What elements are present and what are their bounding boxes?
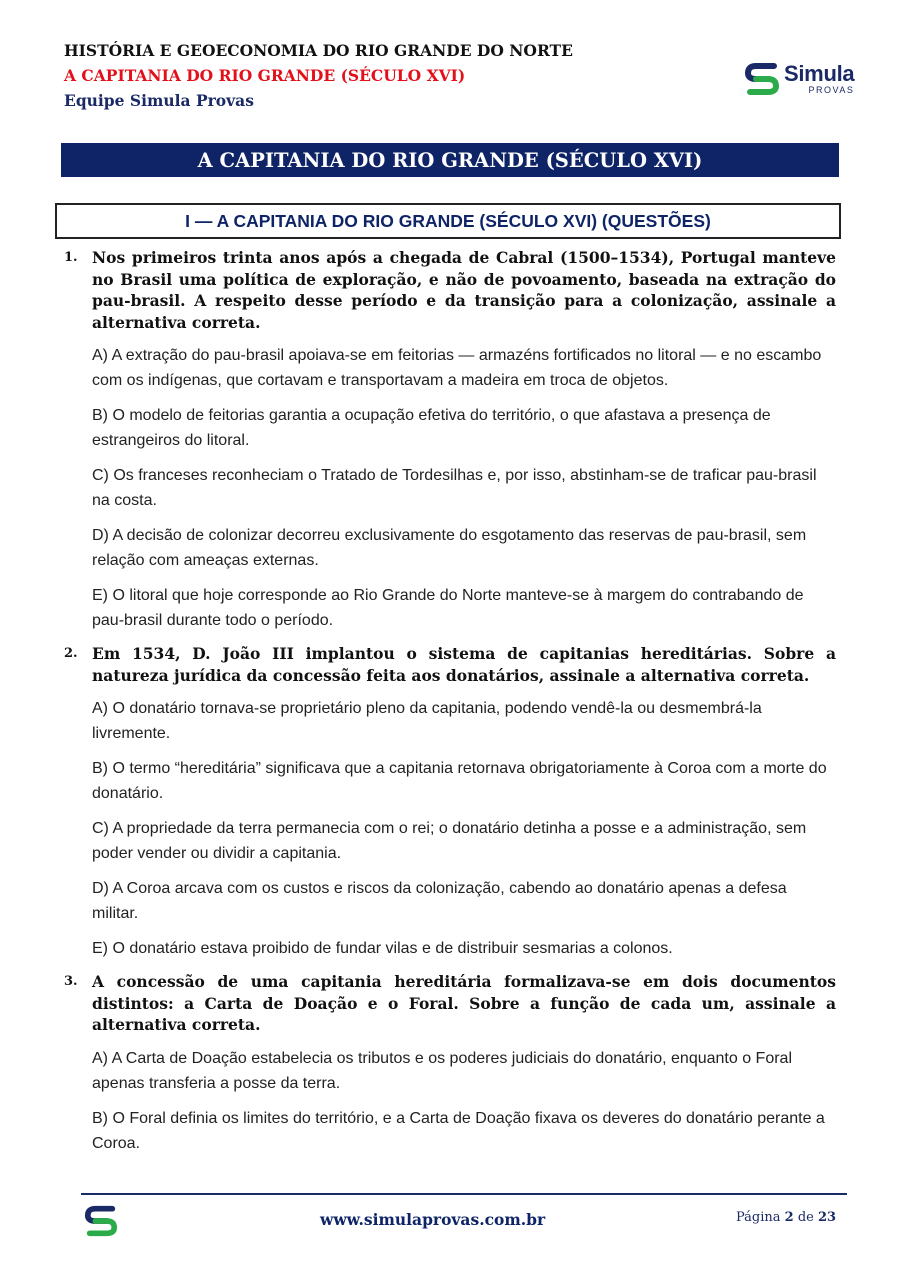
option-e: E) O donatário estava proibido de fundar vilas e de distribuir sesmarias a colonos. — [92, 940, 673, 957]
logo-name: Simula — [784, 61, 855, 86]
simula-logo — [744, 60, 854, 98]
question-3 — [64, 971, 836, 1156]
option-b: B) O modelo de feitorias garantia a ocupação efetiva do território, o que afastava a presença de estrangeiros do litoral. — [92, 407, 771, 449]
chapter-title: A CAPITANIA DO RIO GRANDE (SÉCULO XVI) — [64, 66, 466, 85]
footer-logo — [84, 1203, 118, 1244]
page-current: 2 — [784, 1210, 794, 1225]
option-e: E) O litoral que hoje corresponde ao Rio Grande do Norte manteve-se à margem do contrabando de pau-brasil durante todo o período. — [92, 587, 804, 629]
footer-divider — [81, 1193, 847, 1195]
question-statement: Nos primeiros trinta anos após a chegada de Cabral (1500–1534), Portugal manteve no Brasil uma política de exploração, e não de povoamento, baseada na extração do pau-brasil. A respeito desse período e da transição para a colonização, assinale a alternativa correta. — [92, 248, 836, 332]
option-c: C) A propriedade da terra permanecia com o rei; o donatário detinha a posse e a administração, sem poder vender ou dividir a capitania. — [92, 820, 807, 862]
question-statement: Em 1534, D. João III implantou o sistema de capitanias hereditárias. Sobre a natureza jurídica da concessão feita aos donatários, assinale a alternativa correta. — [92, 644, 836, 685]
question-2 — [64, 643, 836, 961]
option-a: A) A extração do pau-brasil apoiava-se em feitorias — armazéns fortificados no litoral — e no escambo com os indígenas, que cortavam e transportavam a madeira em troca de objetos. — [92, 347, 822, 389]
page-of: de — [797, 1210, 814, 1225]
question-number: 1. — [64, 250, 78, 265]
author-line: Equipe Simula Provas — [64, 91, 254, 110]
page-label: Página — [736, 1210, 781, 1225]
option-c: C) Os franceses reconheciam o Tratado de Tordesilhas e, por isso, abstinham-se de traficar pau-brasil na costa. — [92, 467, 817, 509]
simula-s-icon — [84, 1203, 118, 1239]
question-number: 3. — [64, 974, 78, 989]
document-header — [64, 38, 573, 113]
simula-s-icon — [744, 60, 780, 98]
logo-subtitle: PROVAS — [808, 85, 855, 95]
question-1 — [64, 247, 836, 633]
page-number — [736, 1210, 836, 1225]
section-heading: I — A CAPITANIA DO RIO GRANDE (SÉCULO XVI) (QUESTÕES) — [55, 203, 841, 239]
option-b: B) O Foral definia os limites do território, e a Carta de Doação fixava os deveres do donatário perante a Coroa. — [92, 1109, 825, 1152]
question-list — [64, 247, 836, 1166]
option-b: B) O termo “hereditária” significava que a capitania retornava obrigatoriamente à Coroa com a morte do donatário. — [92, 760, 827, 802]
course-title: HISTÓRIA E GEOECONOMIA DO RIO GRANDE DO NORTE — [64, 41, 573, 60]
question-number: 2. — [64, 646, 78, 661]
question-statement: A concessão de uma capitania hereditária formalizava-se em dois documentos distintos: a Carta de Doação e o Foral. Sobre a função de cada um, assinale a alternativa correta. — [92, 972, 836, 1034]
page-title: A CAPITANIA DO RIO GRANDE (SÉCULO XVI) — [61, 143, 839, 177]
page-total: 23 — [818, 1210, 837, 1225]
website-link[interactable]: www.simulaprovas.com.br — [320, 1210, 546, 1229]
option-a: A) O donatário tornava-se proprietário pleno da capitania, podendo vendê-la ou desmembrá-la livremente. — [92, 700, 762, 742]
option-d: D) A decisão de colonizar decorreu exclusivamente do esgotamento das reservas de pau-brasil, sem relação com ameaças externas. — [92, 527, 807, 569]
option-d: D) A Coroa arcava com os custos e riscos da colonização, cabendo ao donatário apenas a defesa militar. — [92, 880, 787, 922]
option-a: A) A Carta de Doação estabelecia os tributos e os poderes judiciais do donatário, enquanto o Foral apenas transferia a posse da terra. — [92, 1049, 792, 1092]
